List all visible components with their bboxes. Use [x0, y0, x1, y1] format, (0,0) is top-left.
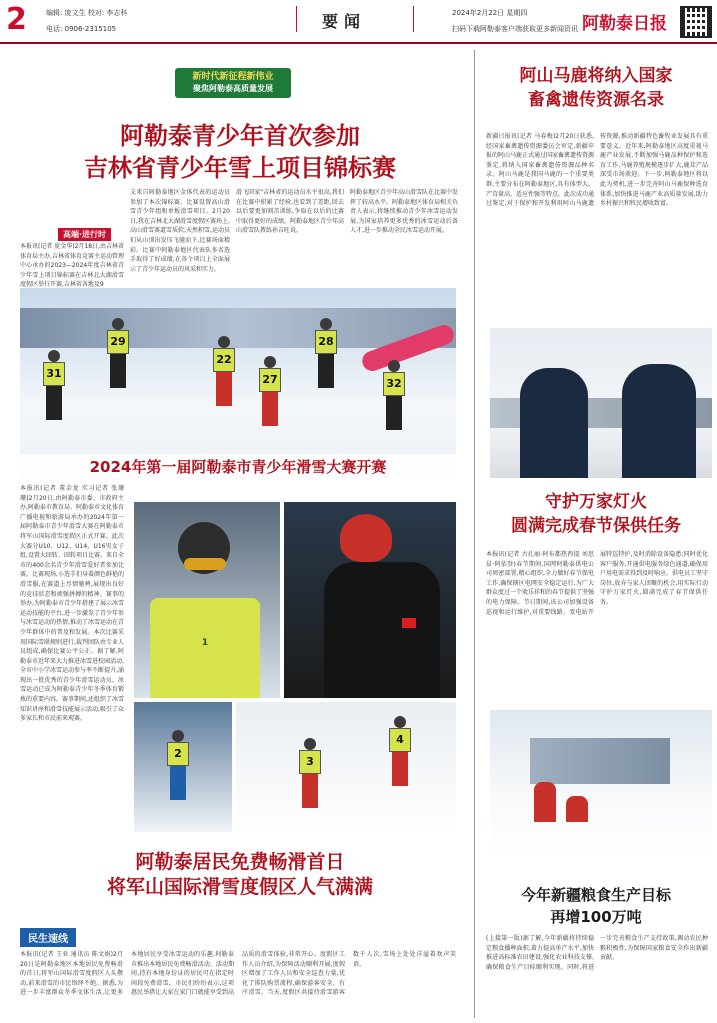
snow-field-photo: [490, 710, 712, 860]
worker-right: [622, 364, 696, 478]
right-a3-headline-line1: 今年新疆粮食生产目标: [520, 886, 671, 904]
lead-para4: 阿勒泰地区青少年高山滑雪队在比赛中发挥了较高水平。阿勒泰地区体育局相关负责人表示,将继续推动青少年冰雪运动发展,为国家培养更多优秀的冰雪运动后备人才,进一步推动全民冰雪运动开展。: [350, 189, 458, 235]
right-a1-headline: [480, 64, 712, 112]
red-figure: [534, 782, 556, 822]
snowy-trees: [530, 738, 670, 784]
banner-bottom: 聚焦阿勒泰高质量发展: [193, 84, 273, 93]
lead-headline: [20, 120, 460, 184]
date-line: 2024年2月22日 星期四: [452, 9, 528, 17]
page-header: [0, 0, 717, 44]
power-workers-photo: [490, 328, 712, 478]
downhill-skier-photo: [134, 702, 232, 832]
race-bib: [150, 598, 260, 698]
red-helmet: [340, 514, 392, 562]
right-a3-headline: [480, 884, 712, 928]
lead-para2: 支来自阿勒泰地区金体代表的运动员参加了本次锦标赛。比赛设置高山滑雪青少年组和单板滑雪项目。2月20日,我在吉林北大湖滑雪度假区赛场上,高山滑雪赛道雪质软,天然积雪,运动员们从山顶出发压飞驰而下,比赛场面精彩。比赛中阿勒泰地区代表队多名选手取得了好成绩,在各个项目上全面展示了青少年运动员的风采和实力。: [130, 189, 230, 273]
qr-code-icon[interactable]: [680, 6, 712, 38]
lead-headline-line2: 吉林省青少年雪上项目锦标赛: [84, 154, 396, 182]
article2-text: 本报讯(记者 董金龙 实习记者 张珊珊)2月20日,由阿勒泰市委、市政府主办,阿勒泰市教育局、阿勒泰市文化体育广播电视和旅游局承办的2024年第一届阿勒泰市青少年滑雪大赛在阿勒泰市将军山国际滑雪度假区正式开赛。此次大赛分U10、U12、U14、U16男女子组,设置大回转、回转项目比赛。来自全市的400余名青少年滑雪爱好者参加比赛。比赛现场,小选手们身着颜色鲜艳的滑雪服,在赛道上尽情驰骋,展现出良好的竞技状态和顽强拼搏的精神。赛事的举办,为阿勒泰市青少年搭建了展示冰雪运动技能的平台,进一步激发了青少年参与冰雪运动的热情,推动了冰雪运动在青少年群体中的普及和发展。本次比赛采用国际雪联规则进行,裁判团队由专业人员组成,确保比赛公平公正。据了解,阿勒泰市近年来大力推进冰雪进校园活动,全市中小学冰雪运动参与率不断提升,涌现出一批优秀的青少年滑雪运动员。冰雪运动已成为阿勒泰青少年冬季体育锻炼的重要内容。赛事期间,还组织了冰雪知识讲座和滑雪技能展示活动,吸引了众多家长和市民前来观赛。: [20, 485, 124, 723]
background-buildings: [20, 308, 456, 348]
worker-left: [520, 368, 588, 478]
skier: 31: [40, 350, 68, 420]
right-a3-text: (上接第一版)据了解,今年新疆将持续稳定粮食播种面积,着力提高单产水平,加快推进高标准农田建设,强化农业科技支撑,确保粮食生产目标顺利实现。同时,将进一步完善粮食生产支持政策,调动农民种粮积极性,为保障国家粮食安全作出新疆贡献。: [486, 935, 708, 971]
right-a2-text: 本报讯(记者 古扎丽·阿布都热西提 刘思晨·阿依登)春节期间,国网阿勒泰供电公司周密部署,精心组织,全力做好春节保电工作,确保辖区电网安全稳定运行,为广大群众度过一个欢乐祥和的春节提供了坚强的电力保障。节日期间,该公司加强设备巡视和运行维护,对重要线路、变电站开展特巡特护,及时消除设备隐患;同时优化客户服务,开通供电服务绿色通道,确保用户用电需求得到及时响应。供电员工坚守岗位,放弃与家人团聚的机会,用实际行动守护万家灯火,圆满完成了春节保供任务。: [486, 551, 708, 616]
flag-badge: [402, 618, 416, 628]
right-a1-text: 新疆日报讯(记者 马春梅)2月20日获悉,经国家畜禽遗传资源委员会审定,新疆申报的阿山马鹿正式通过国家畜禽遗传资源鉴定,将纳入国家畜禽遗传资源品种名录。阿山马鹿是我国马鹿的一个重要类群,主要分布在阿勒泰地区,具有体型大、产茸量高、适应性强等特点。此次成功通过鉴定,对于保护和开发利用阿山马鹿遗传资源,推动新疆特色畜牧业发展具有重要意义。近年来,阿勒泰地区高度重视马鹿产业发展,不断加强马鹿品种保护和选育工作,马鹿养殖规模逐步扩大,鹿茸产品深受市场欢迎。下一步,阿勒泰地区将以此为契机,进一步完善阿山马鹿保种选育体系,加快推进马鹿产业高质量发展,助力乡村振兴和牧民增收致富。: [486, 133, 708, 208]
skier: 3: [296, 738, 324, 808]
coach-photo: [284, 502, 456, 698]
ski-goggles: [184, 558, 226, 570]
article3-headline-line2: 将军山国际滑雪度假区人气满满: [106, 876, 373, 898]
right-a2-headline-line1: 守护万家灯火: [545, 492, 647, 512]
skier: 2: [164, 730, 192, 800]
ski-race-photo: [20, 288, 456, 480]
article3-text: 本报讯(记者 王亚 通讯员 陈文娟)2月20日是阿勒泰地区本地居民免费畅滑的首日,将军山国际滑雪度假区人头攒动,前来滑雪的市民络绎不绝。据悉,为进一步丰富群众冬季文体生活,让更多本地居民享受冰雪运动的乐趣,阿勒泰市推出本地居民免费畅滑活动。活动期间,持有本地身份证的居民可在指定时间段免费滑雪。市民们纷纷表示,这项惠民举措让大家在家门口就能享受到高品质的滑雪体验,非常开心。度假区工作人员介绍,为保障活动顺利开展,度假区增加了工作人员和安全巡查力量,优化了排队购票流程,确保游客安全、有序滑雪。当天,度假区共接待滑雪游客数千人次,雪场上处处洋溢着欢声笑语。: [20, 951, 456, 997]
race-bib-number: 1: [201, 638, 209, 648]
skier: 4: [386, 716, 414, 786]
skier: 28: [312, 318, 340, 388]
banner-top: 新时代新征程新伟业: [192, 72, 274, 82]
right-a2-headline: [480, 490, 712, 538]
editor-line: 编辑: 庞文生 校对: 李志科: [46, 9, 128, 17]
column-divider: [474, 50, 475, 1018]
lead-para1: 本报讯(记者 庞金华)2月18日,由吉林省体育局主办,吉林省体育竞赛主运动管理中心承办的2023—2024年度吉林省青少年雪上项目锦标赛在吉林北大湖滑雪度假区举行开赛,吉林省各地及9: [20, 243, 124, 288]
article3-headline-line1: 阿勒泰居民免费畅滑首日: [135, 851, 345, 873]
right-a2-headline-line2: 圆满完成春节保供任务: [511, 516, 681, 536]
skier: 32: [380, 360, 408, 430]
ski-photo-caption: 2024年第一届阿勒泰市青少年滑雪大赛开赛: [20, 454, 456, 480]
slalom-skiers-photo: [236, 702, 456, 832]
right-a3-headline-line2: 再增100万吨: [550, 908, 642, 926]
skier: 29: [104, 318, 132, 388]
skier: 27: [256, 356, 284, 426]
lead-headline-line1: 阿勒泰青少年首次参加: [120, 122, 360, 150]
scan-line: 扫码下载阿勒泰客户端获取更多新闻资讯: [452, 25, 578, 33]
young-skier-photo: [134, 502, 280, 698]
masthead-logo: 阿勒泰日报: [582, 14, 667, 34]
phone-line: 电话: 0906-2315105: [46, 25, 117, 33]
red-figure: [566, 796, 588, 822]
article3-tag: 民生速线: [20, 928, 76, 947]
skier: 22: [210, 336, 238, 406]
page-number: 2: [6, 2, 27, 37]
theme-banner: [175, 68, 291, 98]
right-a1-headline-line1: 阿山马鹿将纳入国家: [519, 66, 673, 86]
article3-headline: [20, 850, 460, 900]
section-title: 要闻: [322, 12, 367, 31]
right-a1-headline-line2: 畜禽遗传资源名录: [528, 90, 664, 110]
black-jacket: [324, 562, 440, 698]
lead-para3: 滑飞回家"吉林省的运动员水平很高,我们在比赛中积累了经验,也看到了差距,回去以后要更加刻苦训练,争取在以后的比赛中取得更好的成绩。阿勒泰地区青少年高山滑雪队教练孙吉旺说。: [236, 189, 344, 235]
lead-tag: 高端·进行时: [58, 222, 111, 241]
